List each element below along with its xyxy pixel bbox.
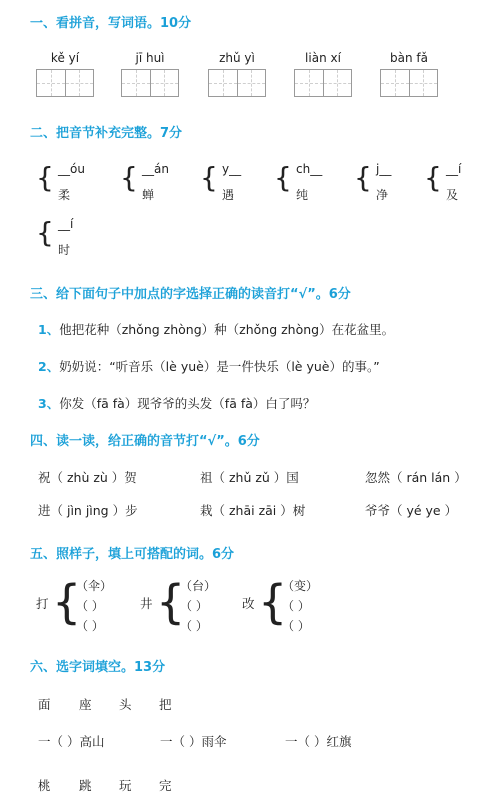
word-option: 玩: [119, 778, 132, 793]
brace-icon: {: [120, 161, 138, 194]
pinyin-choice[interactable]: 栽（ zhāi zāi ）树: [200, 503, 306, 518]
brace-icon: {: [200, 161, 218, 194]
answer-blank[interactable]: （ ）: [76, 619, 104, 633]
section-6-title: 六、选字词填空。13分: [30, 660, 166, 675]
sentence-row: [38, 394, 315, 412]
pinyin-label: kě yí: [50, 51, 80, 65]
pinyin-choice[interactable]: 祖（ zhǔ zǔ ）国: [200, 470, 299, 485]
writing-grid[interactable]: [208, 69, 266, 97]
syllable-blank[interactable]: __í: [58, 217, 74, 231]
writing-grid[interactable]: [294, 69, 352, 97]
answer-blank[interactable]: （ ）: [180, 599, 208, 613]
character: 纯: [296, 188, 309, 202]
word-option: 座: [79, 697, 92, 712]
word-option: 面: [38, 697, 51, 712]
brace-icon: {: [156, 575, 186, 629]
word-option: 完: [159, 778, 172, 793]
character: 蝉: [142, 188, 155, 202]
example-word: （伞）: [76, 579, 113, 593]
section-3-title: 三、给下面句子中加点的字选择正确的读音打“√”。6分: [30, 287, 351, 302]
pinyin-label: jī huì: [135, 51, 165, 65]
section-2-title: 二、把音节补充完整。7分: [30, 126, 183, 141]
character: 净: [376, 188, 389, 202]
pinyin-label: bàn fǎ: [390, 51, 428, 65]
brace-icon: {: [274, 161, 292, 194]
fill-blank[interactable]: 一（ ）高山: [38, 734, 105, 749]
pinyin-label: liàn xí: [305, 51, 341, 65]
example-word: （台）: [180, 579, 217, 593]
word-option: 头: [119, 697, 132, 712]
writing-grid[interactable]: [121, 69, 179, 97]
head-character: 井: [140, 596, 153, 611]
section-1-title: 一、看拼音，写词语。10分: [30, 16, 192, 31]
character: 及: [446, 188, 459, 202]
syllable-blank[interactable]: y__: [222, 162, 242, 176]
pinyin-choice[interactable]: 进（ jìn jìng ）步: [38, 503, 138, 518]
sentence-number: 3、: [38, 396, 60, 411]
brace-icon: {: [36, 161, 54, 194]
brace-icon: {: [258, 575, 288, 629]
fill-blank[interactable]: 一（ ）红旗: [285, 734, 352, 749]
answer-blank[interactable]: （ ）: [282, 599, 310, 613]
syllable-blank[interactable]: __í: [446, 162, 462, 176]
sentence-row: [38, 357, 380, 375]
character: 时: [58, 243, 71, 257]
word-option: 跳: [79, 778, 92, 793]
pinyin-choice[interactable]: 祝（ zhù zù ）贺: [38, 470, 137, 485]
sentence-row: [38, 320, 394, 338]
syllable-blank[interactable]: ch__: [296, 162, 323, 176]
brace-icon: {: [36, 216, 54, 249]
fill-blank[interactable]: 一（ ）雨伞: [160, 734, 227, 749]
head-character: 打: [36, 596, 49, 611]
example-word: （变）: [282, 579, 319, 593]
brace-icon: {: [52, 575, 82, 629]
head-character: 改: [242, 596, 255, 611]
character: 遇: [222, 188, 235, 202]
section-5-title: 五、照样子，填上可搭配的词。6分: [30, 547, 235, 562]
sentence-number: 1、: [38, 322, 60, 337]
syllable-blank[interactable]: __óu: [58, 162, 85, 176]
answer-blank[interactable]: （ ）: [180, 619, 208, 633]
brace-icon: {: [354, 161, 372, 194]
writing-grid[interactable]: [36, 69, 94, 97]
answer-blank[interactable]: （ ）: [282, 619, 310, 633]
syllable-blank[interactable]: j__: [376, 162, 392, 176]
sentence-text[interactable]: 你发（fā fà）现爷爷的头发（fā fà）白了吗？: [59, 396, 316, 411]
word-option: 桃: [38, 778, 51, 793]
pinyin-label: zhǔ yì: [219, 51, 255, 65]
answer-blank[interactable]: （ ）: [76, 599, 104, 613]
sentence-text[interactable]: 奶奶说：“听音乐（lè yuè）是一件快乐（lè yuè）的事。”: [59, 359, 380, 374]
section-4-title: 四、读一读，给正确的音节打“√”。6分: [30, 434, 260, 449]
brace-icon: {: [424, 161, 442, 194]
syllable-blank[interactable]: __án: [142, 162, 169, 176]
pinyin-choice[interactable]: 爷爷（ yé ye ）: [365, 503, 458, 518]
character: 柔: [58, 188, 71, 202]
writing-grid[interactable]: [380, 69, 438, 97]
pinyin-choice[interactable]: 忽然（ rán lán ）: [365, 470, 467, 485]
sentence-text[interactable]: 他把花种（zhǒng zhòng）种（zhǒng zhòng）在花盆里。: [59, 322, 395, 337]
word-option: 把: [159, 697, 172, 712]
sentence-number: 2、: [38, 359, 60, 374]
